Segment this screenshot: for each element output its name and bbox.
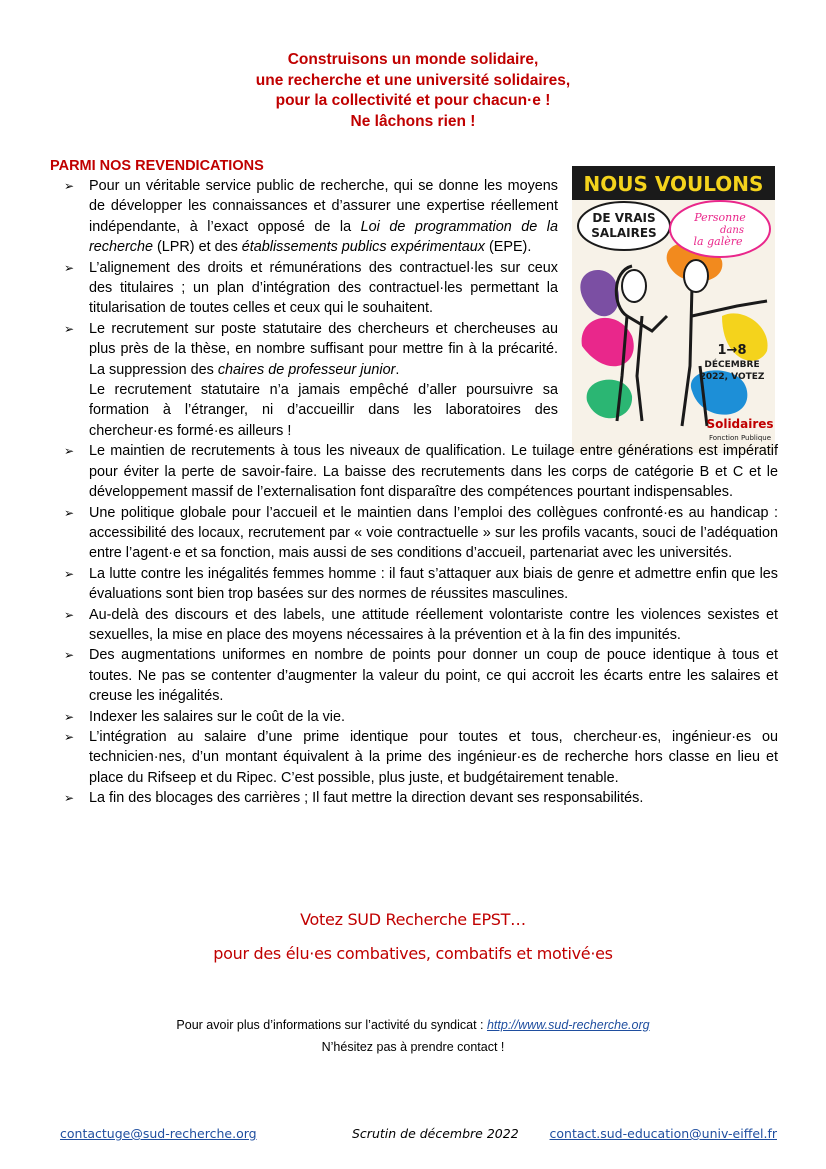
list-item: ➢ Le maintien de recrutements à tous les niveaux de qualification. Le tuilage entre générations est impératif pour éviter la perte de savoir-faire. La baisse des recrutements dans les corps de catégorie B et C et le développement massif de l’externalisation font disparaître des compétences pourtant indispensables. bbox=[64, 443, 778, 501]
arrow-bullet-icon: ➢ bbox=[64, 505, 75, 520]
list-item: ➢ Pour un véritable service public de recherche, qui se donne les moyens de développer les connaissances et d’assurer une expertise réellement indépendante, à l’exact opposé de la Loi de programmation de la recherche (LPR) et des établissements publics expérimentaux (EPE). bbox=[64, 178, 558, 256]
arrow-bullet-icon: ➢ bbox=[64, 729, 75, 744]
info-line bbox=[0, 1018, 826, 1032]
arrow-bullet-icon: ➢ bbox=[64, 566, 75, 581]
demands-list bbox=[62, 176, 778, 809]
poster-dates-line-1: 1→8 bbox=[717, 343, 747, 358]
arrow-bullet-icon: ➢ bbox=[64, 444, 75, 459]
arrow-bullet-icon: ➢ bbox=[64, 321, 75, 336]
poster-brand: Solidaires bbox=[706, 417, 774, 431]
footer-email-left[interactable]: contactuge@sud-recherche.org bbox=[60, 1126, 257, 1141]
arrow-bullet-icon: ➢ bbox=[64, 607, 75, 622]
bubble-left-line-1: DE VRAIS bbox=[592, 211, 656, 225]
bubble-right-line-2: dans bbox=[720, 225, 744, 236]
arrow-bullet-icon: ➢ bbox=[64, 179, 75, 193]
poster-dates-line-3: 2022, VOTEZ bbox=[699, 372, 765, 382]
list-item-paragraph: Le recrutement statutaire n’a jamais empêché d’aller poursuivre sa formation à l’étranger, ni d’accueillir dans les laboratoires des chercheur·es formé·es ailleurs ! bbox=[89, 382, 558, 439]
list-item: ➢ Une politique globale pour l’accueil et le maintien dans l’emploi des collègues confronté·es au handicap : accessibilité des locaux, recrutement par « voie contractuelle » sur les profils vacants, souci de l’adéquation entre l’agent·e et sa fonction, mais aussi de ses conditions d’accueil, partenariat avec les universités. bbox=[64, 504, 778, 562]
page-title bbox=[0, 50, 826, 132]
list-item: ➢ L’alignement des droits et rémunérations des contractuel·les sur ceux des titulaires ; un plan d’intégration des contractuel·les permettant la titularisation de toutes celles et ceux qui le souhaitent. bbox=[64, 259, 558, 317]
website-link[interactable]: http://www.sud-recherche.org bbox=[486, 1018, 650, 1032]
vote-line-2: pour des élu·es combatives, combatifs et motivé·es bbox=[213, 944, 613, 963]
contact-line: N’hésitez pas à prendre contact ! bbox=[321, 1040, 505, 1054]
list-item: ➢ La lutte contre les inégalités femmes homme : il faut s’attaquer aux biais de genre et admettre enfin que les évaluations sont bien trop basées sur des normes de réussites masculines. bbox=[64, 565, 778, 603]
footer-email-right[interactable]: contact.sud-education@univ-eiffel.fr bbox=[549, 1126, 777, 1141]
arrow-bullet-icon: ➢ bbox=[64, 709, 75, 724]
vote-line-1: Votez SUD Recherche EPST… bbox=[300, 910, 526, 929]
poster-header-text: NOUS VOULONS bbox=[583, 172, 764, 196]
poster-dates-line-2: DÉCEMBRE bbox=[704, 360, 760, 370]
bubble-right-line-1: Personne bbox=[694, 211, 746, 224]
title-line-3: pour la collectivité et pour chacun·e ! bbox=[275, 92, 551, 109]
footer-center: Scrutin de décembre 2022 bbox=[352, 1126, 519, 1141]
title-line-2: une recherche et une université solidaires, bbox=[255, 71, 571, 89]
poster-brand-sub: Fonction Publique bbox=[708, 434, 772, 442]
list-item: ➢ Au-delà des discours et des labels, une attitude réellement volontariste contre les violences sexistes et sexuelles, la mise en place des moyens nécessaires à la prévention et à la fin des impunités. bbox=[64, 606, 778, 643]
title-line-4: Ne lâchons rien ! bbox=[350, 112, 476, 130]
bubble-right-line-3: la galère bbox=[693, 235, 743, 248]
title-line-1: Construisons un monde solidaire, bbox=[287, 51, 539, 68]
bubble-left-line-2: SALAIRES bbox=[591, 226, 657, 240]
list-item: ➢ L’intégration au salaire d’une prime identique pour toutes et tous, chercheur·es, ingénieur·es ou technicien·nes, d’un montant équivalent à la prime des ingénieur·es de recherche hors classe en lieu et place du Rifseep et du Ripec. C’est possible, plus juste, et budgétairement tenable. bbox=[64, 728, 778, 786]
list-item: ➢ La fin des blocages des carrières ; Il faut mettre la direction devant ses responsabilités. bbox=[62, 788, 778, 808]
list-item: ➢ Le recrutement sur poste statutaire des chercheurs et chercheuses au plus près de la thèse, en nombre suffisant pour mettre fin à la précarité. La suppression des chaires de professeur junior. Le recrutement statutaire n’a jamais empêché d’aller poursuivre sa formation à l’étranger, ni d’accueillir dans les laboratoires des chercheur·es formé·es ailleurs ! bbox=[62, 319, 558, 441]
arrow-bullet-icon: ➢ bbox=[64, 791, 75, 806]
footer-left bbox=[60, 1126, 257, 1141]
arrow-bullet-icon: ➢ bbox=[64, 260, 75, 275]
list-item: ➢ Des augmentations uniformes en nombre de points pour donner un coup de pouce identique à tous et toutes. Ne pas se contenter d’augmenter la valeur du point, ce qui accroit les écarts entre les salaires et creuse les inégalités. bbox=[64, 647, 778, 705]
list-item: ➢ Indexer les salaires sur le coût de la vie. bbox=[62, 707, 778, 727]
info-text: Pour avoir plus d’informations sur l’activité du syndicat : bbox=[176, 1018, 487, 1032]
arrow-bullet-icon: ➢ bbox=[64, 648, 75, 663]
footer-right bbox=[550, 1126, 778, 1141]
section-heading: PARMI NOS REVENDICATIONS bbox=[50, 158, 264, 174]
